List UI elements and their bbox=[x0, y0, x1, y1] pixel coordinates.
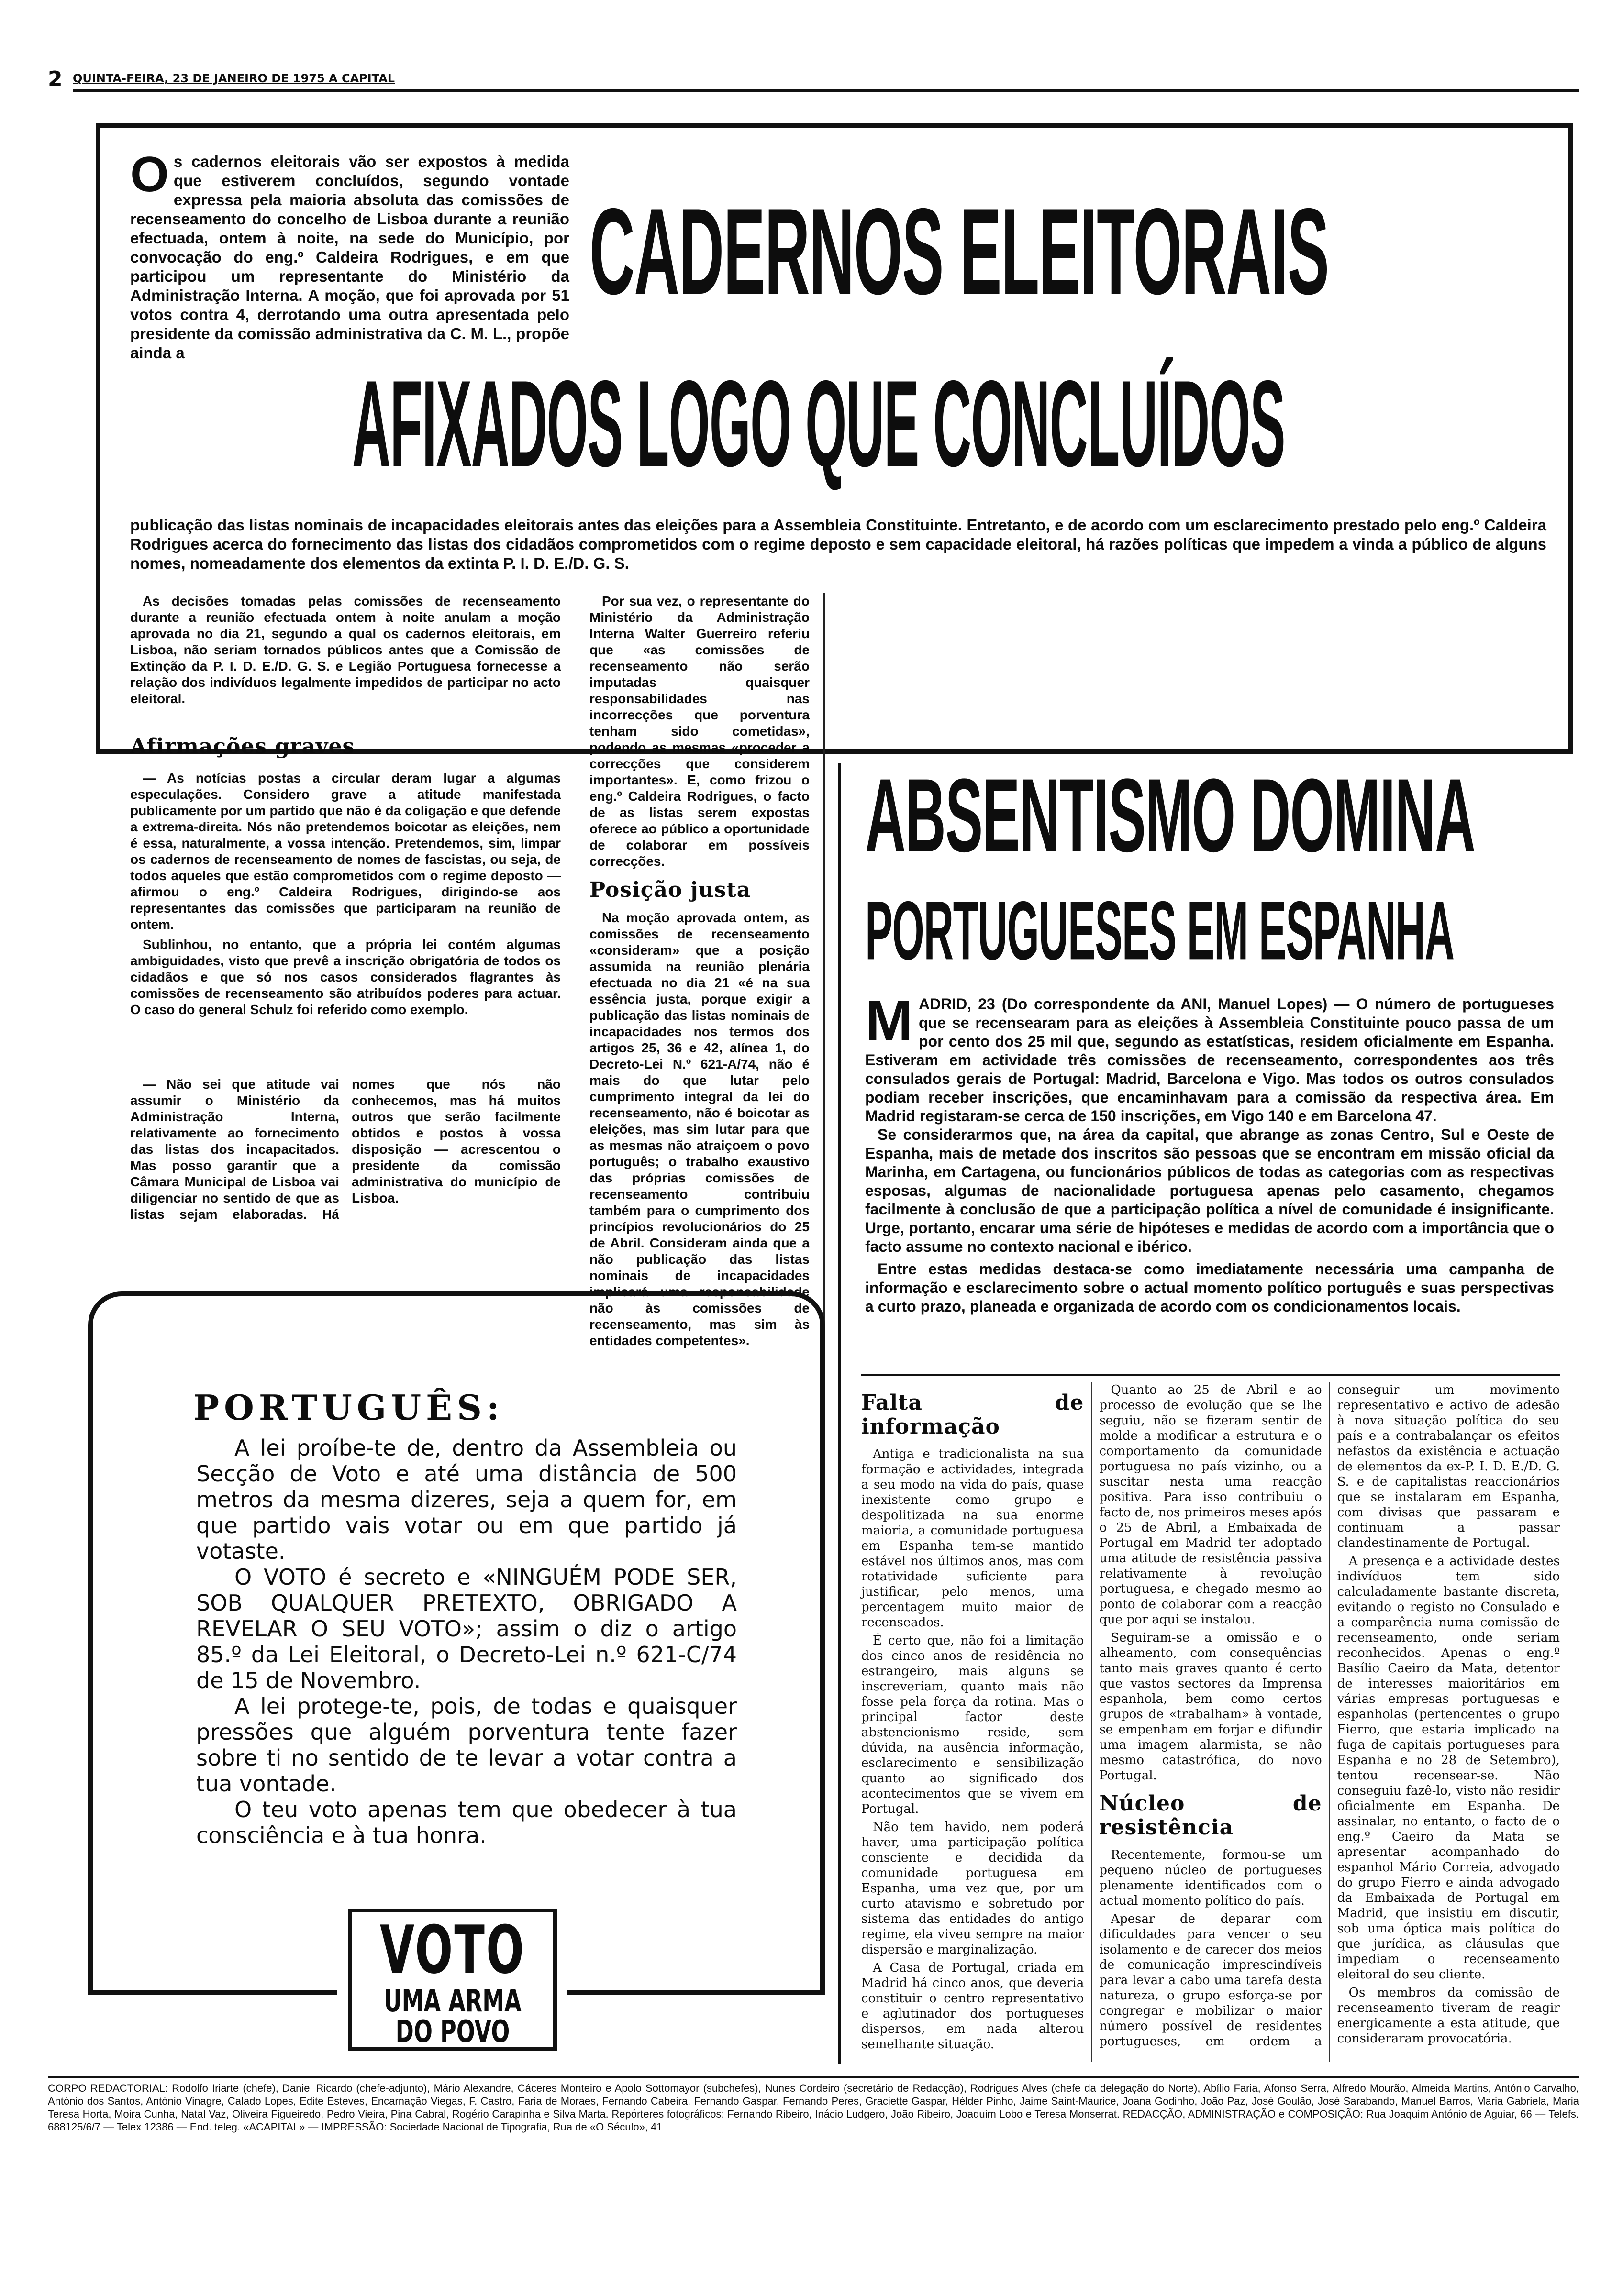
masthead bbox=[48, 61, 1579, 95]
ad-side-left bbox=[88, 1335, 93, 1995]
absentismo-p8: Apesar de deparar com dificuldades para vencer o seu isolamento e de carecer dos meios de comunicação imprescindíveis para levar a cabo uma tarefa desta natureza, o grupo esforça-se por congregar e mobilizar o maior número possível de residentes portugueses, em ordem a conseguir um movimento representativo e activo de adesão à nova situação política do seu país e a contrabalançar os efeitos nefastos da existência e actuação de elementos da ex-P. I. D. E./D. G. S. e de capitalistas reaccionários que se instalaram em Espanha, com divisas que passaram e continuam a passar clandestinamente de Portugal. bbox=[1099, 1383, 1560, 2049]
footer-rule bbox=[48, 2076, 1579, 2078]
absentismo-subhead-2: Núcleo de resistência bbox=[1099, 1791, 1322, 1840]
absentismo-p9: A presença e a actividade destes indivíduos tem sido calculadamente bastante discreta, evitando o registo no Consulado e a comparência numa comissão de recenseamento, onde seriam reconhecidos. Apenas o eng.º Basílio Caeiro da Mata, detentor de interesses maioritários em várias empresas portuguesas e espanholas (pertencentes o grupo Fierro, que estaria implicado na fuga de capitais portugueses para Espanha e no 28 de Setembro), tentou recensear-se. Não conseguiu fazê-lo, visto não residir oficialmente em Espanha. De assinalar, no entanto, o facto de o eng.º Caeiro da Mata se apresentar acompanhado do espanhol Mário Correia, advogado do grupo Fierro e ainda advogado da Embaixada de Portugal em Madrid, que insistiu em discutir, sob uma óptica mais política do que jurídica, as cláusulas que impediam o recenseamento eleitoral do seu cliente. bbox=[1337, 1554, 1560, 1982]
cadernos-p2: — As notícias postas a circular deram lugar a algumas especulações. Considero grave a atitude manifestada publicamente por um partido que não é da coligação e que defende a extrema-direita. Nós não pretendemos boicotar as eleições, nem é essa, naturalmente, a vossa intenção. Pretendemos, sim, limpar os cadernos de recenseamento de nomes de fascistas, ou seja, de todos aqueles que estão comprometidos com o regime deposto — afirmou o eng.º Caldeira Rodrigues, dirigindo-se aos representantes das comissões que participaram na reunião de ontem. bbox=[130, 771, 561, 932]
absentismo-rule bbox=[861, 1374, 1560, 1376]
cadernos-subhead-2: Posição justa bbox=[589, 878, 751, 902]
cadernos-p5: Por sua vez, o representante do Ministério da Administração Interna Walter Guerreiro referiu que «as comissões de recenseamento não serão imputadas quaisquer responsabilidades nas incorrecções que porventura tenham sido cometidas», podendo as mesmas «proceder a correcções que considerem importantes». E, como frizou o eng.º Caldeira Rodrigues, o facto de as listas serem expostas oferece ao público a oportunidade de colaborar em possíveis correcções. bbox=[589, 594, 810, 869]
cadernos-headline-1: CADERNOS ELEITORAIS bbox=[589, 183, 1329, 320]
footer-address: REDACÇÃO, ADMINISTRAÇÃO e COMPOSIÇÃO: Rua Joaquim António de Aguiar, 66 — Telefs. 688125/6/7 — Telex 12386 — End. teleg. «ACAPITAL» — IMPRESSÃO: Sociedade Nacional de Tipografia, Rua de «O Século», 41 bbox=[48, 2108, 1579, 2133]
page-number: 2 bbox=[48, 67, 63, 91]
voto-box bbox=[348, 1909, 557, 2051]
ad-bottom-right bbox=[567, 1990, 825, 1995]
absentismo-lead bbox=[865, 989, 1554, 1373]
voto-box-line-2: UMA ARMA bbox=[384, 1984, 522, 2019]
ad-para-3: A lei protege-te, pois, de todas e quaisquer pressões que alguém porventura tente fazer sobre ti no sentido de te levar a votar contra a tua vontade. bbox=[196, 1693, 737, 1797]
ad-top-border bbox=[88, 1292, 825, 1337]
absentismo-body bbox=[861, 1382, 1560, 2062]
cadernos-body-p2 bbox=[130, 770, 561, 1071]
cadernos-dropcap: O bbox=[130, 147, 169, 202]
masthead-rule bbox=[73, 89, 1579, 92]
ad-title: PORTUGUÊS: bbox=[193, 1387, 504, 1428]
cadernos-lead-full: publicação das listas nominais de incapacidades eleitorais antes das eleições para a Assembleia Constituinte. Entretanto, e de acordo com um esclarecimento prestado pelo eng.º Caldeira Rodrigues acerca do fornecimento das listas dos cidadãos comprometidos com o regime deposto e sem capacidade eleitoral, há razões políticas que impedem a vinda a público de alguns nomes, nomeadamente dos elementos da extinta P. I. D. E./D. G. S. bbox=[130, 516, 1546, 572]
cadernos-p4: — Não sei que atitude vai assumir o Ministério da Administração Interna, relativamente ao fornecimento das listas dos incapacitados. Mas posso garantir que a Câmara Municipal de Lisboa vai diligenciar no sentido de que as listas sejam elaboradas. Há nomes que nós não conhecemos, mas há muitos outros que serão facilmente obtidos e postos à vossa disposição — acrescentou o presidente da comissão administrativa do município de Lisboa. bbox=[130, 1077, 561, 1222]
cadernos-subhead-1: Afirmações graves bbox=[130, 734, 355, 759]
absentismo-subhead-1: Falta de informação bbox=[861, 1391, 1084, 1439]
ad-para-1: A lei proíbe-te de, dentro da Assembleia ou Secção de Voto e até uma distância de 500 metros da mesma dizeres, seja a quem for, em que partido vais votar ou em que partido já votaste. bbox=[196, 1435, 737, 1564]
cadernos-lead-text: s cadernos eleitorais vão ser expostos à medida que estiverem concluídos, segundo vontade expressa pela maioria absoluta das comissões de recenseamento do concelho de Lisboa durante a reunião efectuada, ontem à noite, na sede do Município, por convocação do eng.º Caldeira Rodrigues, e em que participou um representante do Ministério da Administração Interna. A moção, que foi aprovada por 51 votos contra 4, derrotando uma outra apresentada pelo presidente da comissão administrativa da C. M. L., propõe ainda a bbox=[130, 153, 569, 362]
absentismo-p4: A Casa de Portugal, criada em Madrid há cinco anos, que deveria constituir o centro representativo e aglutinador dos portugueses dispersos, em nada alterou semelhante situação. bbox=[861, 1961, 1084, 2052]
absentismo-p10: Os membros da comissão de recenseamento tiveram de reagir energicamente a esta atitude, que consideraram provocatória. bbox=[1337, 1986, 1560, 2046]
dateline: QUINTA-FEIRA, 23 DE JANEIRO DE 1975 A CAPITAL bbox=[73, 72, 395, 85]
footer-staff: CORPO REDACTORIAL: Rodolfo Iriarte (chefe), Daniel Ricardo (chefe-adjunto), Mário Alexandre, Cáceres Monteiro e Apolo Sottomayor (subchefes), Nunes Cordeiro (secretário de Redacção), Rodrigues Alves (chefe da delegação do Norte), Abílio Faria, Afonso Serra, Alfredo Mourão, Almeida Martins, António Carvalho, António dos Santos, António Vinagre, Calado Lopes, Edite Esteves, Encarnação Viegas, F. Castro, Faria de Moraes, Fernando Cabeira, Fernando Gaspar, Fernando Peres, Graciette Gaspar, Hélder Pinho, Jaime Saint-Maurice, Joana Godinho, João Paz, José Goulão, José Sarabando, Manuel Barros, Maria Gabriela, Maria Teresa Horta, Moira Cunha, Natal Vaz, Oliveira Figueiredo, Pedro Vieira, Pina Cabral, Rogério Carapinha e Silva Marta. Repórteres fotográficos: Fernando Ribeiro, Inácio Ludgero, João Ribeiro, Joaquim Lobo e Teresa Monserrat. bbox=[48, 2082, 1579, 2120]
absentismo-dropcap: M bbox=[865, 989, 913, 1053]
ad-para-4: O teu voto apenas tem que obedecer à tua consciência e à tua honra. bbox=[196, 1797, 737, 1848]
absentismo-headline-2: PORTUGUESES EM ESPANHA bbox=[865, 883, 1454, 977]
absentismo-p1: Antiga e tradicionalista na sua formação e actividades, integrada a seu modo na vida do país, quase inexistente como grupo e despolitizada na sua enorme maioria, a comunidade portuguesa em Espanha tem-se mantido estável nos últimos anos, mas com rotatividade suficiente para justificar, pelo menos, uma percentagem muito maior de recenseados. bbox=[861, 1447, 1084, 1630]
footer bbox=[48, 2082, 1579, 2134]
cadernos-col-rule bbox=[823, 593, 825, 1387]
voto-box-line-3: DO POVO bbox=[395, 2014, 510, 2050]
absentismo-lead-3: Entre estas medidas destaca-se como imediatamente necessária uma campanha de informação e esclarecimento sobre o actual momento político português e suas perspectivas a curto prazo, planeada e organizada de acordo com os condicionamentos locais. bbox=[865, 1260, 1554, 1315]
ad-side-right bbox=[820, 1335, 825, 1995]
cadernos-p1: As decisões tomadas pelas comissões de recenseamento durante a reunião efectuada ontem à noite anulam a moção aprovada no dia 21, segundo a qual os cadernos eleitorais, em Lisboa, não seriam tornados públicos antes que a Comissão de Extinção da P. I. D. E./D. G. S. e Legião Portuguesa fornecesse a relação dos indivíduos legalmente impedidos de participar no acto eleitoral. bbox=[130, 594, 561, 706]
absentismo-lead-text: ADRID, 23 (Do correspondente da ANI, Manuel Lopes) — O número de portugueses que se recensearam para as eleições à Assembleia Constituinte pouco passa de um por cento dos 25 mil que, segundo as estatísticas, residem oficialmente em Espanha. Estiveram em actividade três comissões de recenseamento, correspondentes aos três consulados gerais de Portugal: Madrid, Barcelona e Vigo. Mas todos os outros consulados podiam receber inscrições, que encaminhavam para a comissão da respectiva área. Em Madrid registaram-se cerca de 150 inscrições, em Vigo 140 e em Barcelona 47. bbox=[865, 995, 1554, 1125]
absentismo-p5: Quanto ao 25 de Abril e ao processo de evolução que se lhe seguiu, não se fizeram sentir de molde a modificar a estrutura e o comportamento da comunidade portuguesa no país vizinho, ou a suscitar nesta uma reacção positiva. Para isso contribuiu o facto de, nos primeiros meses após o 25 de Abril, a Embaixada de Portugal em Madrid ter adoptado uma atitude de resistência passiva relativamente à revolução portuguesa, e chegado mesmo ao ponto de colaborar com a reacção que por aqui se instalou. bbox=[1099, 1383, 1322, 1627]
absentismo-lead-body bbox=[865, 989, 1554, 1316]
absentismo-p3: Não tem havido, nem poderá haver, uma participação política consciente e decidida da comunidade portuguesa em Espanha, uma vez que, por um curto atavismo e sobretudo por sistema das entidades do antigo regime, ela viveu sempre na maior dispersão e marginalização. bbox=[861, 1820, 1084, 1957]
cadernos-p6: Na moção aprovada ontem, as comissões de recenseamento «consideram» que a posição assumida na reunião plenária efectuada no dia 21 «é na sua essência justa, porque exigir a publicação das listas nominais de incapacidades nos termos dos artigos 25, 36 e 42, alínea 1, do Decreto-Lei N.º 621-A/74, não é mais do que lutar pelo cumprimento integral da lei do recenseamento, não é boicotar as eleições, mas sim lutar para que as mesmas não atraiçoem o povo português; o trabalho exaustivo das próprias comissões de recenseamento contribuiu também para o cumprimento dos princípios revolucionários do 25 de Abril. Consideram ainda que a não publicação das listas nominais de incapacidades implicará uma responsabilidade não às comissões de recenseamento, mas sim às entidades competentes». bbox=[589, 910, 810, 1348]
cadernos-headline-2: AFIXADOS LOGO QUE CONCLUÍDOS bbox=[352, 355, 1285, 493]
absentismo-p6: Seguiram-se a omissão e o alheamento, com consequências tanto mais graves quanto é certo que vastos sectores da Imprensa espanhola, bem como certos grupos de «trabalham» à vontade, se empenham em forjar e difundir uma imagem alarmista, se não mesmo catastrófica, do novo Portugal. bbox=[1099, 1631, 1322, 1783]
cadernos-p3: Sublinhou, no entanto, que a própria lei contém algumas ambiguidades, visto que prevê a inscrição obrigatória de todos os cidadãos e que só nos casos considerados flagrantes às comissões de recenseamento são atribuídos poderes para actuar. O caso do general Schulz foi referido como exemplo. bbox=[130, 937, 561, 1017]
cadernos-body-col3 bbox=[589, 593, 810, 1382]
ad-bottom-left bbox=[88, 1990, 337, 1995]
absentismo-headline-1: ABSENTISMO DOMINA bbox=[865, 757, 1475, 874]
absentismo-p7: Recentemente, formou-se um pequeno núcleo de portugueses plenamente identificados com o actual momento político do país. bbox=[1099, 1848, 1322, 1908]
voto-box-line-1: VOTO bbox=[379, 1911, 526, 1988]
ad-para-2: O VOTO é secreto e «NINGUÉM PODE SER, SOB QUALQUER PRETEXTO, OBRIGADO A REVELAR O SEU VOTO»; assim o diz o artigo 85.º da Lei Eleitoral, o Decreto-Lei n.º 621-C/74 de 15 de Novembro. bbox=[196, 1564, 737, 1693]
absentismo-p2: É certo que, não foi a limitação dos cinco anos de residência no estrangeiro, mais alguns se inscreveriam, quanto mais não fosse pela força da rotina. Mas o principal factor deste abstencionismo reside, sem dúvida, na ausência informação, esclarecimento e sensibilização quanto ao significado dos acontecimentos que se vivem em Portugal. bbox=[861, 1634, 1084, 1816]
ad-text bbox=[196, 1435, 737, 1848]
cadernos-body-p1 bbox=[130, 593, 561, 727]
absentismo-lead-2: Se considerarmos que, na área da capital, que abrange as zonas Centro, Sul e Oeste de Espanha, mais de metade dos inscritos são pessoas que se encontram em missão oficial da Marinha, em Cartagena, ou funcionários públicos de todas as categorias com as respectivas esposas, algumas de nacionalidade portuguesa apenas pelo casamento, chegamos facilmente à conclusão de que a participação política a nível de comunidade é insignificante. Urge, portanto, encarar uma série de hipóteses e medidas de acordo com a importância que o facto assume no contexto nacional e ibérico. bbox=[865, 1126, 1554, 1255]
voto-advertisement bbox=[88, 1292, 825, 2057]
